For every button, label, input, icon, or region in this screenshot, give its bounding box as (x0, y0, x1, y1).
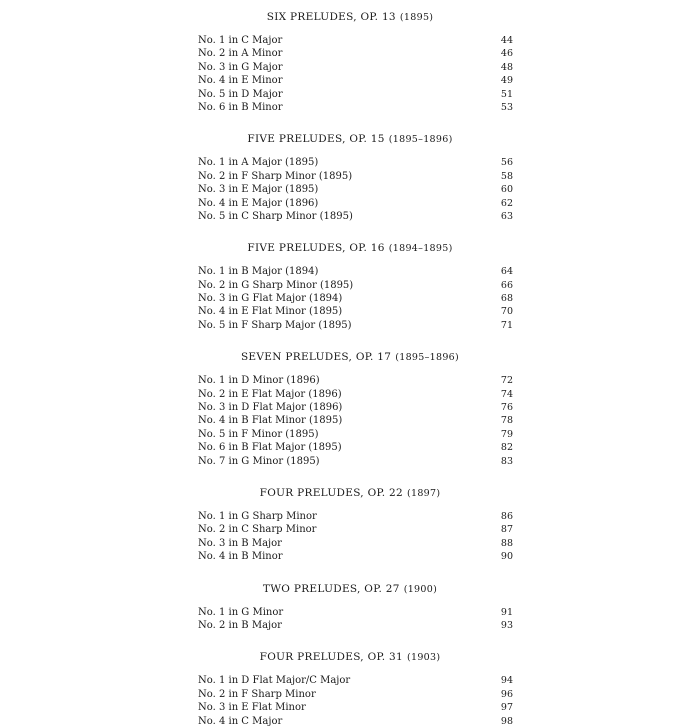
list-item (198, 61, 513, 74)
list-item (198, 428, 513, 441)
entry-title: No. 1 in D Minor (1896) (198, 375, 320, 387)
entry-title: No. 2 in F Sharp Minor (198, 688, 316, 700)
entry-title: No. 2 in A Minor (198, 48, 283, 60)
entry-title: No. 4 in B Flat Minor (1895) (198, 415, 343, 427)
section-heading-years: (1895) (399, 12, 434, 23)
entry-title: No. 5 in F Minor (1895) (198, 428, 319, 440)
entry-page-number: 60 (500, 184, 513, 196)
entry-title: No. 6 in B Minor (198, 101, 283, 113)
entry-page-number: 51 (500, 88, 513, 100)
entry-title: No. 7 in G Minor (1895) (198, 455, 320, 467)
entry-title: No. 4 in C Major (198, 715, 283, 727)
entry-page-number: 62 (500, 197, 513, 209)
list-item (198, 388, 513, 401)
list-item (198, 701, 513, 714)
section-heading-years: (1903) (406, 652, 441, 664)
list-item (198, 34, 513, 47)
section-heading-title: FOUR PRELUDES, OP. 31 (259, 651, 403, 664)
entry-page-number: 53 (500, 101, 513, 113)
entry-title: No. 2 in E Flat Major (1896) (198, 388, 342, 400)
entry-page-number: 94 (500, 675, 513, 687)
list-item (198, 197, 513, 210)
toc-section (0, 485, 700, 564)
entry-page-number: 96 (500, 688, 513, 700)
list-item (198, 305, 513, 318)
entry-page-number: 88 (500, 537, 513, 549)
entry-title: No. 4 in E Minor (198, 75, 283, 87)
entry-page-number: 44 (500, 35, 513, 46)
entry-title: No. 3 in E Major (1895) (198, 184, 319, 196)
entry-list (0, 510, 700, 564)
entry-page-number: 66 (500, 279, 513, 291)
entry-page-number: 82 (500, 442, 513, 454)
section-heading-title: SIX PRELUDES, OP. 13 (266, 11, 396, 23)
toc-section (0, 240, 700, 332)
list-item (198, 101, 513, 114)
section-heading-title: TWO PRELUDES, OP. 27 (262, 582, 400, 595)
section-heading (0, 581, 700, 597)
list-item (198, 292, 513, 305)
entry-title: No. 3 in B Major (198, 537, 282, 549)
entry-title: No. 4 in B Minor (198, 551, 283, 563)
list-item (198, 455, 513, 468)
entry-title: No. 5 in D Major (198, 88, 283, 100)
list-item (198, 47, 513, 60)
entry-list (0, 374, 700, 468)
toc-section (0, 349, 700, 468)
entry-title: No. 2 in C Sharp Minor (198, 524, 317, 536)
entry-list (0, 674, 700, 728)
list-item (198, 210, 513, 223)
table-of-contents (0, 9, 700, 728)
entry-page-number: 46 (500, 48, 513, 60)
entry-list (0, 34, 700, 114)
entry-page-number: 86 (500, 510, 513, 522)
section-heading-years: (1900) (403, 583, 438, 595)
list-item (198, 88, 513, 101)
section-heading-years: (1897) (406, 487, 441, 499)
entry-list (0, 156, 700, 223)
entry-page-number: 56 (500, 157, 513, 169)
entry-title: No. 3 in G Flat Major (1894) (198, 293, 343, 305)
entry-title: No. 2 in F Sharp Minor (1895) (198, 170, 353, 182)
section-heading (0, 131, 700, 147)
list-item (198, 414, 513, 427)
toc-section (0, 649, 700, 728)
list-item (198, 441, 513, 454)
list-item (198, 523, 513, 536)
list-item (198, 319, 513, 332)
list-item (198, 74, 513, 87)
section-heading-title: SEVEN PRELUDES, OP. 17 (240, 351, 392, 364)
entry-title: No. 5 in F Sharp Major (1895) (198, 319, 352, 331)
entry-page-number: 74 (500, 388, 513, 400)
list-item (198, 510, 513, 523)
entry-page-number: 90 (500, 551, 513, 563)
entry-title: No. 1 in B Major (1894) (198, 266, 319, 278)
entry-page-number: 68 (500, 293, 513, 305)
entry-title: No. 1 in G Sharp Minor (198, 510, 317, 522)
section-heading (0, 240, 700, 256)
list-item (198, 619, 513, 632)
section-heading-years: (1894–1895) (388, 243, 453, 255)
entry-title: No. 3 in D Flat Major (1896) (198, 402, 343, 414)
entry-title: No. 3 in E Flat Minor (198, 702, 306, 714)
entry-page-number: 79 (500, 428, 513, 440)
entry-title: No. 4 in E Major (1896) (198, 197, 319, 209)
entry-page-number: 72 (500, 375, 513, 387)
section-heading-years: (1895–1896) (395, 352, 460, 364)
section-heading-title: FOUR PRELUDES, OP. 22 (259, 486, 403, 499)
list-item (198, 606, 513, 619)
entry-page-number: 91 (500, 606, 513, 618)
entry-page-number: 63 (500, 210, 513, 222)
entry-page-number: 48 (500, 61, 513, 73)
entry-page-number: 98 (500, 715, 513, 727)
entry-title: No. 1 in A Major (1895) (198, 157, 319, 169)
entry-page-number: 93 (500, 619, 513, 631)
list-item (198, 183, 513, 196)
entry-page-number: 87 (500, 524, 513, 536)
list-item (198, 374, 513, 387)
entry-title: No. 2 in B Major (198, 619, 282, 631)
section-heading (0, 349, 700, 365)
list-item (198, 170, 513, 183)
entry-page-number: 49 (500, 75, 513, 87)
entry-title: No. 3 in G Major (198, 61, 283, 73)
entry-page-number: 70 (500, 306, 513, 318)
entry-list (0, 606, 700, 633)
list-item (198, 715, 513, 728)
entry-title: No. 4 in E Flat Minor (1895) (198, 306, 343, 318)
section-heading (0, 9, 700, 25)
section-heading-title: FIVE PRELUDES, OP. 15 (247, 133, 385, 146)
toc-section (0, 131, 700, 223)
section-heading (0, 649, 700, 665)
toc-section (0, 581, 700, 633)
entry-title: No. 1 in G Minor (198, 606, 284, 618)
list-item (198, 674, 513, 687)
entry-page-number: 78 (500, 415, 513, 427)
entry-title: No. 5 in C Sharp Minor (1895) (198, 210, 353, 222)
entry-page-number: 64 (500, 266, 513, 278)
list-item (198, 688, 513, 701)
entry-title: No. 1 in C Major (198, 35, 283, 46)
entry-title: No. 2 in G Sharp Minor (1895) (198, 279, 354, 291)
list-item (198, 265, 513, 278)
entry-page-number: 97 (500, 702, 513, 714)
entry-page-number: 76 (500, 402, 513, 414)
section-heading (0, 485, 700, 501)
list-item (198, 401, 513, 414)
section-heading-years: (1895–1896) (388, 134, 453, 146)
entry-title: No. 1 in D Flat Major/C Major (198, 675, 351, 687)
list-item (198, 550, 513, 563)
list-item (198, 156, 513, 169)
section-heading-title: FIVE PRELUDES, OP. 16 (247, 242, 385, 255)
entry-list (0, 265, 700, 332)
toc-section (0, 9, 700, 114)
entry-page-number: 58 (500, 170, 513, 182)
entry-page-number: 71 (500, 319, 513, 331)
entry-page-number: 83 (500, 455, 513, 467)
entry-title: No. 6 in B Flat Major (1895) (198, 442, 342, 454)
list-item (198, 279, 513, 292)
list-item (198, 537, 513, 550)
